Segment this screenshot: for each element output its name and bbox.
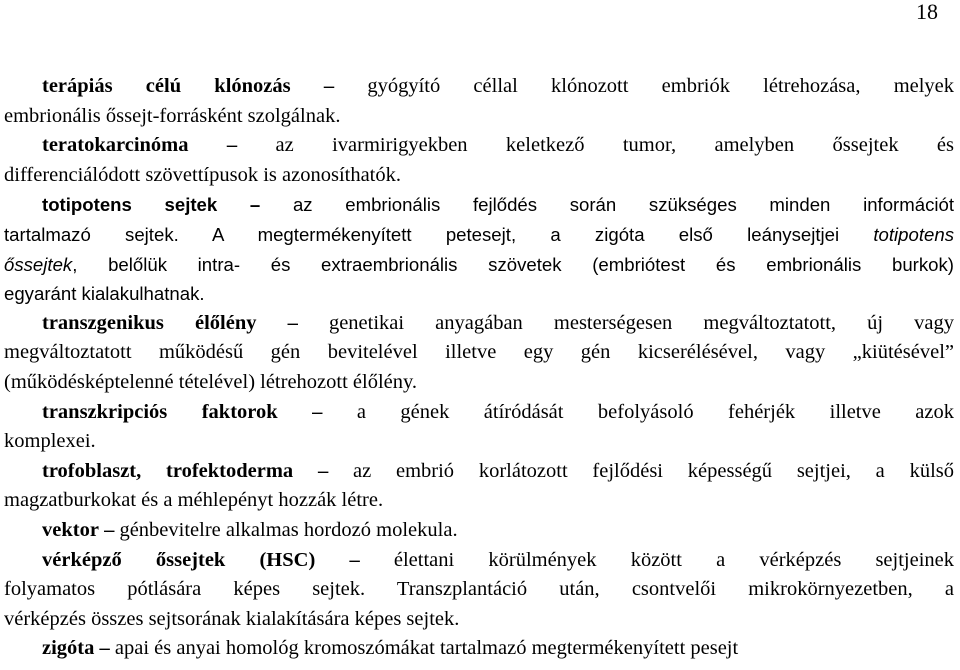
definition-text: magzatburkokat és a méhlepényt hozzák létre.	[4, 489, 384, 512]
glossary-entry-transzkripcios-faktorok	[4, 398, 954, 457]
glossary-entry-totipotens-sejtek	[4, 190, 954, 308]
term-dash: –	[287, 311, 298, 334]
glossary-term: transzgenikus élőlény	[42, 311, 257, 334]
entry-line	[4, 279, 954, 309]
entry-line	[4, 457, 954, 487]
entry-line	[4, 605, 954, 635]
glossary-term: trofoblaszt, trofektoderma	[42, 459, 294, 482]
entry-line	[4, 427, 954, 457]
glossary-entry-verkepzo-ossejtek	[4, 546, 954, 635]
term-dash: –	[312, 400, 323, 423]
glossary-term: terápiás célú klónozás	[42, 75, 291, 97]
definition-text: gyógyító céllal klónozott embriók létrehozása, melyek	[367, 75, 955, 97]
glossary-entry-teratokarcinoma	[4, 131, 954, 190]
glossary-term: vérképző őssejtek (HSC)	[42, 548, 316, 571]
definition-italic-text: totipotens	[873, 223, 955, 245]
entry-line	[4, 634, 954, 664]
glossary-term: transzkripciós faktorok	[42, 400, 278, 423]
definition-text: megváltoztatott működésű gén bevitelével illetve egy gén kicserélésével, vagy „kiütésével”	[4, 341, 954, 364]
definition-text: , belőlük intra- és extraembrionális szövetek (embriótest és embrionális burkok)	[72, 253, 954, 275]
definition-text: differenciálódott szövettípusok is azonosíthatók.	[4, 163, 402, 186]
entry-line	[4, 338, 954, 368]
definition-text: élettani körülmények között a vérképzés sejtjeinek	[393, 548, 955, 571]
page-number: 18	[916, 0, 938, 24]
term-dash: –	[349, 548, 360, 571]
definition-text: génbevitelre alkalmas hordozó molekula.	[119, 518, 458, 541]
entry-line	[4, 102, 954, 132]
term-dash: –	[226, 134, 238, 157]
entry-line	[4, 72, 954, 102]
definition-text: vérképzés összes sejtsorának kialakítására képes sejtek.	[4, 607, 460, 630]
definition-text: folyamatos pótlására képes sejtek. Transzplantáció után, csontvelői mikrokörnyezetben, a	[4, 578, 954, 601]
definition-text: az embrió korlátozott fejlődési képességű sejtjei, a külső	[353, 459, 954, 482]
term-dash: –	[323, 75, 335, 97]
entry-line	[4, 486, 954, 516]
entry-line	[4, 309, 954, 339]
glossary-entry-zigota	[4, 634, 954, 664]
definition-text: (működésképtelenné tételével) létrehozott élőlény.	[4, 370, 418, 393]
definition-text: apai és anyai homológ kromoszómákat tartalmazó megtermékenyített pesejt	[114, 637, 739, 660]
term-dash: –	[104, 518, 115, 541]
term-dash: –	[99, 637, 110, 660]
definition-italic-text: őssejtek	[4, 253, 73, 275]
definition-text: tartalmazó sejtek. A megtermékenyített petesejt, a zigóta első leánysejtjei	[4, 223, 840, 245]
entry-line	[4, 368, 954, 398]
glossary-term: vektor	[42, 518, 99, 541]
definition-text: az ivarmirigyekben keletkező tumor, amelyben őssejtek és	[275, 134, 955, 157]
definition-text: komplexei.	[4, 430, 96, 453]
entry-line	[4, 575, 954, 605]
entry-line	[4, 516, 954, 546]
term-dash: –	[317, 459, 329, 482]
glossary-content	[4, 72, 954, 664]
entry-line	[4, 546, 954, 576]
definition-text: genetikai anyagában mesterségesen megváltoztatott, új vagy	[328, 311, 955, 334]
entry-line	[4, 190, 954, 220]
definition-text: az embrionális fejlődés során szükséges minden információt	[292, 194, 955, 216]
glossary-entry-trofoblaszt	[4, 457, 954, 516]
entry-line	[4, 131, 954, 161]
glossary-entry-transzgenikus-eloleny	[4, 309, 954, 398]
entry-line	[4, 250, 954, 280]
entry-line	[4, 161, 954, 191]
glossary-entry-terapias-klonozas	[4, 72, 954, 131]
definition-text: embrionális őssejt-forrásként szolgálnak.	[4, 104, 341, 127]
entry-line	[4, 398, 954, 428]
glossary-term: totipotens sejtek	[42, 194, 218, 216]
glossary-term: teratokarcinóma	[42, 134, 189, 157]
entry-line	[4, 220, 954, 250]
glossary-term: zigóta	[42, 637, 95, 660]
definition-text: egyaránt kialakulhatnak.	[4, 283, 205, 305]
definition-text: a gének átíródását befolyásoló fehérjék illetve azok	[356, 400, 954, 423]
glossary-entry-vektor	[4, 516, 954, 546]
term-dash: –	[249, 194, 261, 216]
